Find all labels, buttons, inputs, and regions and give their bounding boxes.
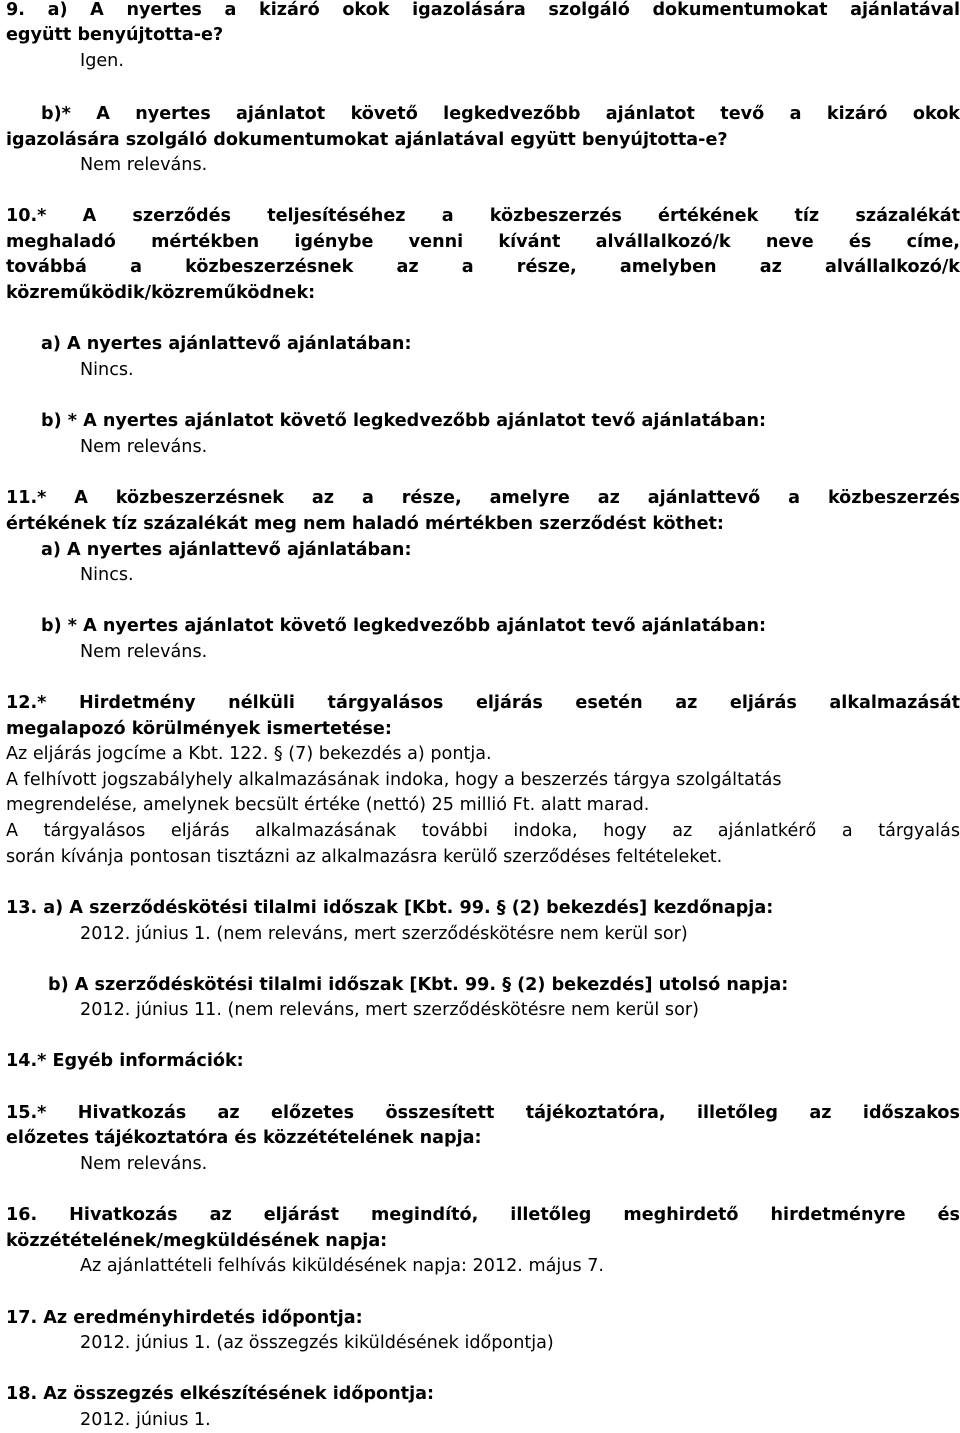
q11-heading-line-2: értékének tíz százalékát meg nem haladó mértékben szerződést köthet: — [6, 514, 724, 534]
q10-a-label: a) A nyertes ajánlattevő ajánlatában: — [41, 334, 412, 354]
q9-b-answer: Nem releváns. — [80, 155, 208, 175]
q16-answer: Az ajánlattételi felhívás kiküldésének napja: 2012. május 7. — [80, 1256, 604, 1276]
q14-heading: 14.* Egyéb információk: — [6, 1051, 244, 1071]
q12-text-line-1: Az eljárás jogcíme a Kbt. 122. § (7) bekezdés a) pontja. — [6, 744, 492, 764]
q10-heading-line-2: meghaladó mértékben igénybe venni kívánt alvállalkozó/k neve és címe, — [6, 232, 960, 252]
q12-text-line-2: A felhívott jogszabályhely alkalmazásának indoka, hogy a beszerzés tárgya szolgáltatás — [6, 770, 782, 790]
q9-b-label: b)* A nyertes ajánlatot követő legkedvezőbb ajánlatot tevő a kizáró okok — [41, 104, 960, 124]
q11-heading-line-1: 11.* A közbeszerzésnek az a része, amelyre az ajánlattevő a közbeszerzés — [6, 488, 960, 508]
q9-b-label-cont: igazolására szolgáló dokumentumokat ajánlatával együtt benyújtotta-e? — [6, 130, 728, 150]
q15-answer: Nem releváns. — [80, 1154, 208, 1174]
q11-b-answer: Nem releváns. — [80, 642, 208, 662]
q9-a-label-cont: együtt benyújtotta-e? — [6, 25, 224, 45]
q10-heading-line-4: közreműködik/közreműködnek: — [6, 283, 316, 303]
q15-heading-line-1: 15.* Hivatkozás az előzetes összesített tájékoztatóra, illetőleg az időszakos — [6, 1103, 960, 1123]
q13-a-label: 13. a) A szerződéskötési tilalmi időszak [Kbt. 99. § (2) bekezdés] kezdőnapja: — [6, 898, 774, 918]
q13-a-answer: 2012. június 1. (nem releváns, mert szerződéskötésre nem kerül sor) — [80, 924, 688, 944]
q11-a-answer: Nincs. — [80, 565, 134, 585]
q18-heading: 18. Az összegzés elkészítésének időpontja: — [6, 1384, 435, 1404]
q17-answer: 2012. június 1. (az összegzés kiküldésének időpontja) — [80, 1333, 554, 1353]
q12-text-line-5: során kívánja pontosan tisztázni az alkalmazásra kerülő szerződéses feltételeket. — [6, 847, 723, 867]
q10-heading-line-1: 10.* A szerződés teljesítéséhez a közbeszerzés értékének tíz százalékát — [6, 206, 960, 226]
q15-heading-line-2: előzetes tájékoztatóra és közzétételének napja: — [6, 1128, 482, 1148]
q16-heading-line-1: 16. Hivatkozás az eljárást megindító, illetőleg meghirdető hirdetményre és — [6, 1205, 960, 1225]
q12-heading-line-1: 12.* Hirdetmény nélküli tárgyalásos eljárás esetén az eljárás alkalmazását — [6, 693, 960, 713]
q17-heading: 17. Az eredményhirdetés időpontja: — [6, 1308, 363, 1328]
q9-a-answer: Igen. — [80, 51, 124, 71]
q18-answer: 2012. június 1. — [80, 1410, 211, 1430]
q12-text-line-4: A tárgyalásos eljárás alkalmazásának további indoka, hogy az ajánlatkérő a tárgyalás — [6, 821, 960, 841]
q10-a-answer: Nincs. — [80, 360, 134, 380]
q13-b-answer: 2012. június 11. (nem releváns, mert szerződéskötésre nem kerül sor) — [80, 1000, 699, 1020]
q10-heading-line-3: továbbá a közbeszerzésnek az a része, amelyben az alvállalkozó/k — [6, 257, 960, 277]
q10-b-answer: Nem releváns. — [80, 437, 208, 457]
q10-b-label: b) * A nyertes ajánlatot követő legkedvezőbb ajánlatot tevő ajánlatában: — [41, 411, 767, 431]
q11-b-label: b) * A nyertes ajánlatot követő legkedvezőbb ajánlatot tevő ajánlatában: — [41, 616, 767, 636]
q9-a-label: 9. a) A nyertes a kizáró okok igazolására szolgáló dokumentumokat ajánlatával — [6, 0, 960, 20]
q12-heading-line-2: megalapozó körülmények ismertetése: — [6, 719, 392, 739]
q13-b-label: b) A szerződéskötési tilalmi időszak [Kbt. 99. § (2) bekezdés] utolsó napja: — [48, 975, 789, 995]
q12-text-line-3: megrendelése, amelynek becsült értéke (nettó) 25 millió Ft. alatt marad. — [6, 795, 650, 815]
q16-heading-line-2: közzétételének/megküldésének napja: — [6, 1231, 388, 1251]
q11-a-label: a) A nyertes ajánlattevő ajánlatában: — [41, 540, 412, 560]
